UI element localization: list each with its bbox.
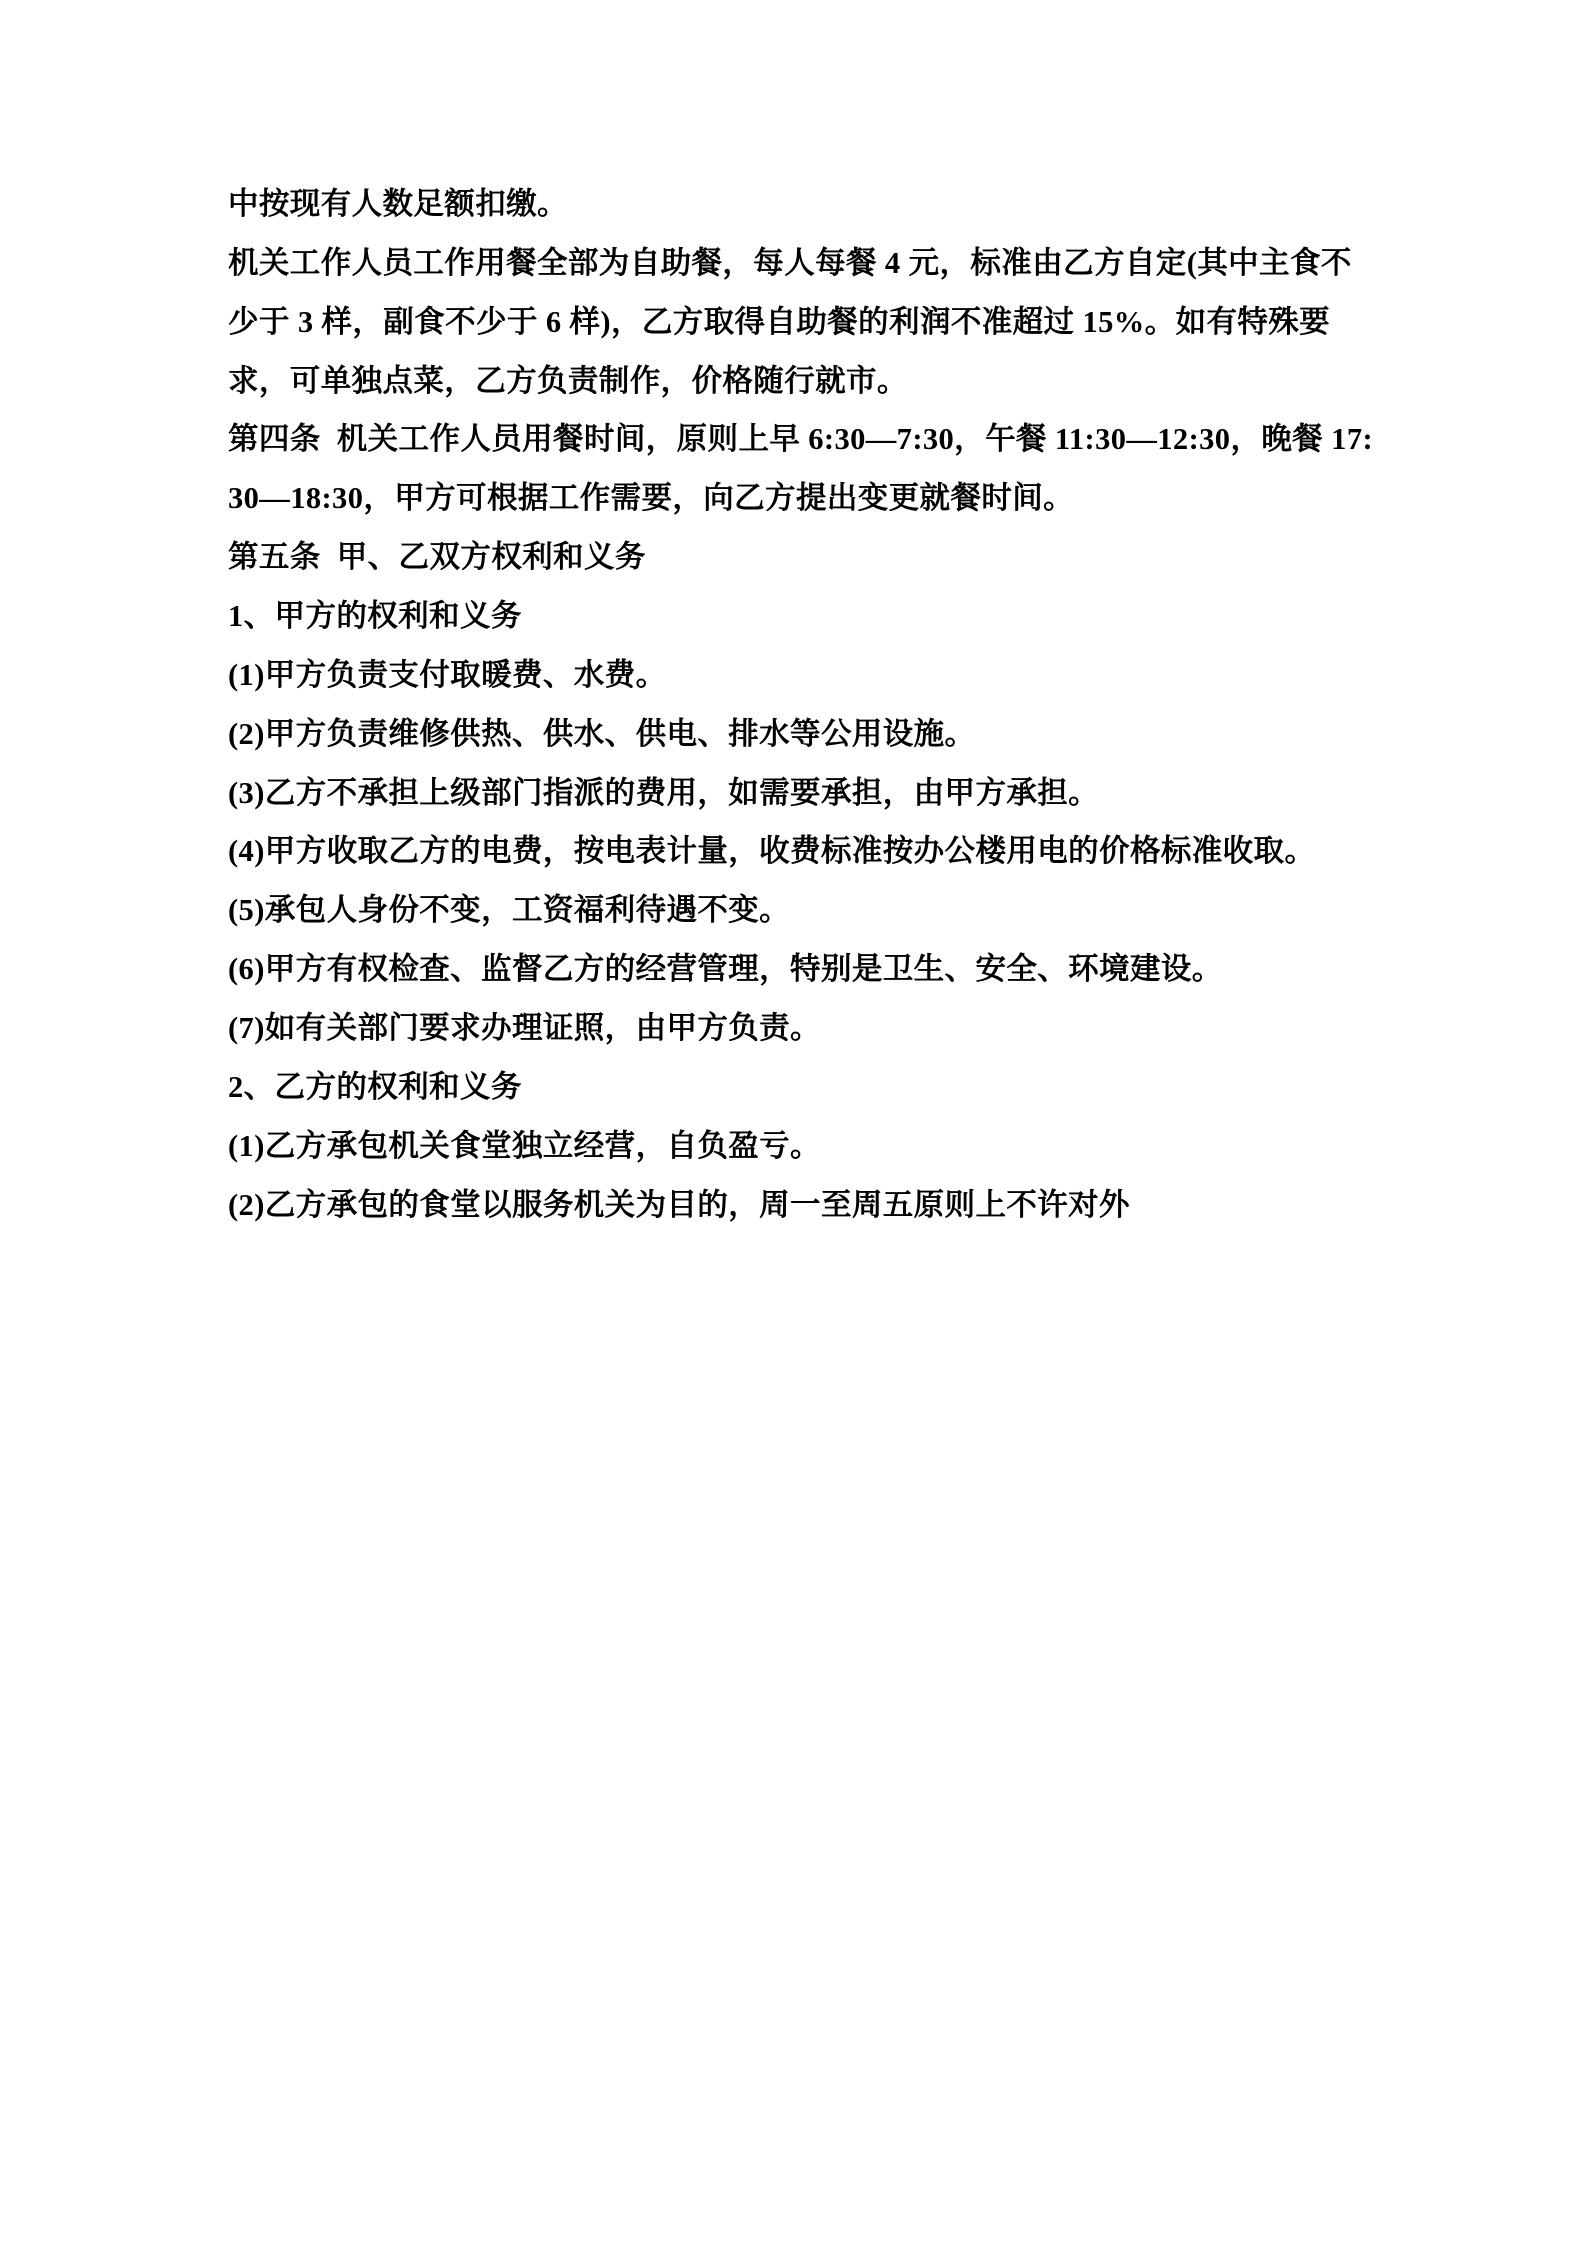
paragraph: (2)甲方负责维修供热、供水、供电、排水等公用设施。 — [228, 716, 976, 751]
document-body — [228, 175, 1381, 1234]
paragraph: 第四条 机关工作人员用餐时间，原则上早 6:30—7:30，午餐 11:30—12:30，晚餐 17:30—18:30，甲方可根据工作需要，向乙方提出变更就餐时间。 — [228, 422, 1374, 516]
paragraph: (4)甲方收取乙方的电费，按电表计量，收费标准按办公楼用电的价格标准收取。 — [228, 834, 1316, 869]
paragraph: 1、甲方的权利和义务 — [228, 599, 522, 634]
paragraph: 机关工作人员工作用餐全部为自助餐，每人每餐 4 元，标准由乙方自定(其中主食不少于 3 样，副食不少于 6 样)，乙方取得自助餐的利润不准超过 15%。如有特殊要求，可单独点菜，乙方负责制作，价格随行就市。 — [228, 245, 1352, 398]
paragraph: 第五条 甲、乙双方权利和义务 — [228, 540, 646, 575]
paragraph: 2、乙方的权利和义务 — [228, 1069, 522, 1104]
paragraph: (5)承包人身份不变，工资福利待遇不变。 — [228, 893, 791, 928]
paragraph: (3)乙方不承担上级部门指派的费用，如需要承担，由甲方承担。 — [228, 775, 1100, 810]
paragraph: 中按现有人数足额扣缴。 — [228, 187, 568, 221]
paragraph: (1)乙方承包机关食堂独立经营，自负盈亏。 — [228, 1128, 821, 1163]
paragraph: (1)甲方负责支付取暖费、水费。 — [228, 657, 667, 692]
paragraph: (7)如有关部门要求办理证照，由甲方负责。 — [228, 1011, 821, 1046]
paragraph: (6)甲方有权检查、监督乙方的经营管理，特别是卫生、安全、环境建设。 — [228, 952, 1223, 987]
paragraph: (2)乙方承包的食堂以服务机关为目的，周一至周五原则上不许对外 — [228, 1187, 1130, 1222]
